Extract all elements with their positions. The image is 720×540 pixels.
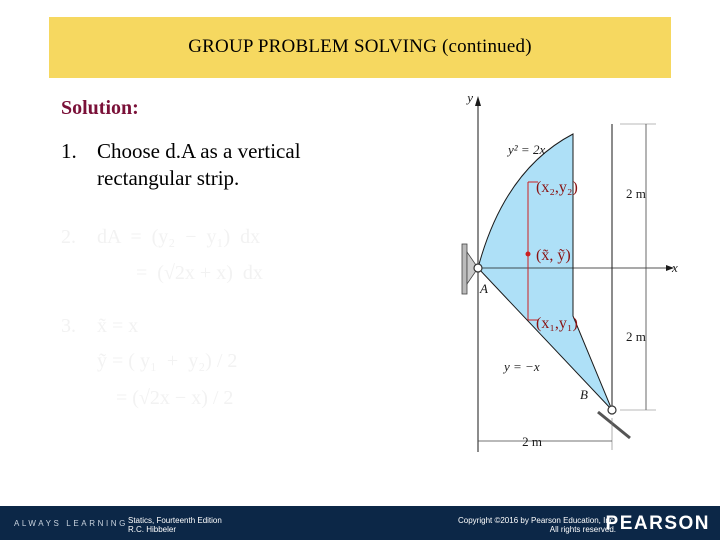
dim-top-label: 2 m [626,186,646,201]
step-1 [61,138,301,192]
copyright-line-2: All rights reserved. [549,525,616,534]
shaded-region [478,134,612,410]
pin-joint [474,264,482,272]
point-a-label: A [480,281,488,296]
step-2-line-1: dA = (y₂ − y₁) dx [97,226,261,248]
upper-curve-label: y² = 2x [508,142,546,157]
upper-point-label: (x₂,y₂) [536,179,578,196]
y-axis-arrow [475,96,481,106]
footer-bar [0,506,720,540]
book-author: R.C. Hibbeler [128,525,177,534]
step-2-line-2: = (√2x + x) dx [136,262,263,284]
solution-label: Solution: [61,97,139,119]
wall-support [462,244,467,294]
title-bar [49,17,671,78]
step-3-number: 3. [61,315,76,337]
area-diagram [440,88,700,460]
step-3-line-3: = (√2x − x) / 2 [116,387,234,409]
lower-point-label: (x₁,y₁) [536,315,578,332]
step-2-number: 2. [61,226,76,248]
dim-width-label: 2 m [522,434,542,449]
step-3-line-1: x̃ = x [97,315,139,337]
step-1-number: 1. [61,139,77,163]
y-axis-label: y [467,90,473,105]
lower-curve-label: y = −x [504,359,540,374]
step-1-line-2: rectangular strip. [97,166,240,190]
copyright-info [458,516,616,534]
x-axis-label: x [672,260,678,275]
pearson-logo: PEARSON [605,513,710,534]
always-learning-brand: ALWAYS LEARNING [14,519,128,528]
dim-bottom-label: 2 m [626,329,646,344]
incline-surface [598,412,630,438]
copyright-line-1: Copyright ©2016 by Pearson Education, Inc. [458,516,616,525]
book-info [128,516,222,534]
step-3-line-2: ỹ = ( y₁ + y₂) / 2 [97,350,238,372]
step-1-line-1: Choose d.A as a vertical [97,139,301,163]
roller-joint [608,406,616,414]
point-b-label: B [580,387,588,402]
slide-title: GROUP PROBLEM SOLVING (continued) [188,35,532,57]
centroid-marker [526,252,531,257]
book-title: Statics, Fourteenth Edition [128,516,222,525]
centroid-label: (x̃, ỹ) [536,247,571,264]
